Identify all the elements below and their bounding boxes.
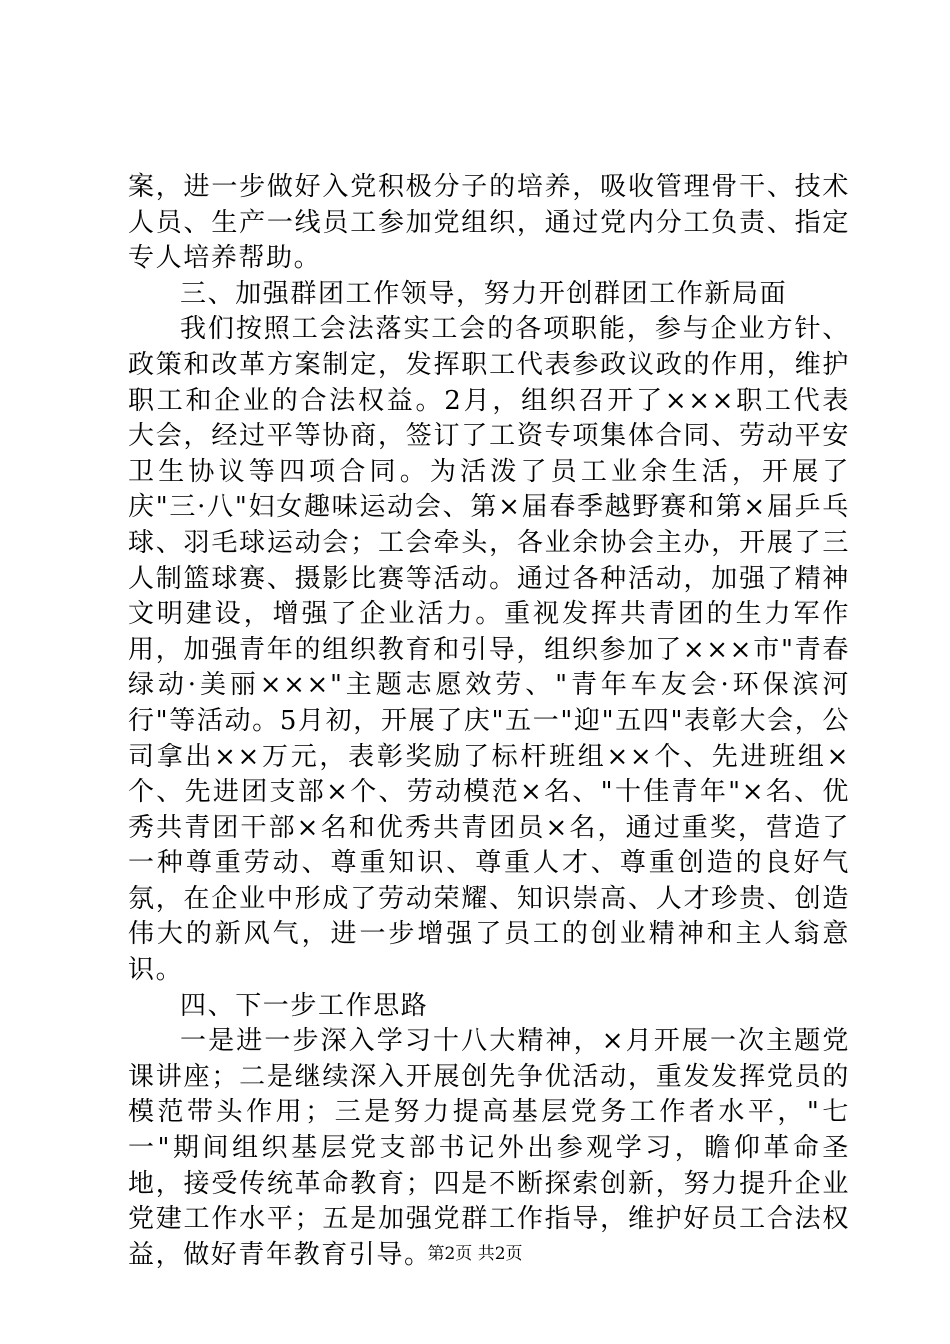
paragraph-continuation: 案，进一步做好入党积极分子的培养，吸收管理骨干、技术人员、生产一线员工参加党组织，通过党内分工负责、指定专人培养帮助。 xyxy=(128,172,850,274)
paragraph-next-steps: 一是进一步深入学习十八大精神，×月开展一次主题党课讲座；二是继续深入开展创先争优活动，重发发挥党员的模范带头作用；三是努力提高基层党务工作者水平，"七一"期间组织基层党支部书记外出参观学习，瞻仰革命圣地，接受传统革命教育；四是不断探索创新，努力提升企业党建工作水平；五是加强党群工作指导，维护好员工合法权益，做好青年教育引导。 xyxy=(128,1026,850,1270)
document-body xyxy=(128,170,850,1273)
page-number-footer: 第2页 共2页 xyxy=(427,1244,523,1264)
section-heading-3: 三、加强群团工作领导，努力开创群团工作新局面 xyxy=(180,278,788,309)
section-heading-4: 四、下一步工作思路 xyxy=(180,990,429,1021)
paragraph-group-work: 我们按照工会法落实工会的各项职能，参与企业方针、政策和改革方案制定，发挥职工代表参政议政的作用，维护职工和企业的合法权益。2月，组织召开了×××职工代表大会，经过平等协商，签订了工资专项集体合同、劳动平安卫生协议等四项合同。为活泼了员工业余生活，开展了庆"三·八"妇女趣味运动会、第×届春季越野赛和第×届乒乓球、羽毛球运动会；工会牵头，各业余协会主办，开展了三人制篮球赛、摄影比赛等活动。通过各种活动，加强了精神文明建设，增强了企业活力。重视发挥共青团的生力军作用，加强青年的组织教育和引导，组织参加了×××市"青春绿动·美丽×××"主题志愿效劳、"青年车友会·环保滨河行"等活动。5月初，开展了庆"五一"迎"五四"表彰大会，公司拿出××万元，表彰奖励了标杆班组××个、先进班组×个、先进团支部×个、劳动模范×名、"十佳青年"×名、优秀共青团干部×名和优秀共青团员×名，通过重奖，营造了一种尊重劳动、尊重知识、尊重人才、尊重创造的良好气氛，在企业中形成了劳动荣耀、知识崇高、人才珍贵、创造伟大的新风气，进一步增强了员工的创业精神和主人翁意识。 xyxy=(128,314,850,986)
